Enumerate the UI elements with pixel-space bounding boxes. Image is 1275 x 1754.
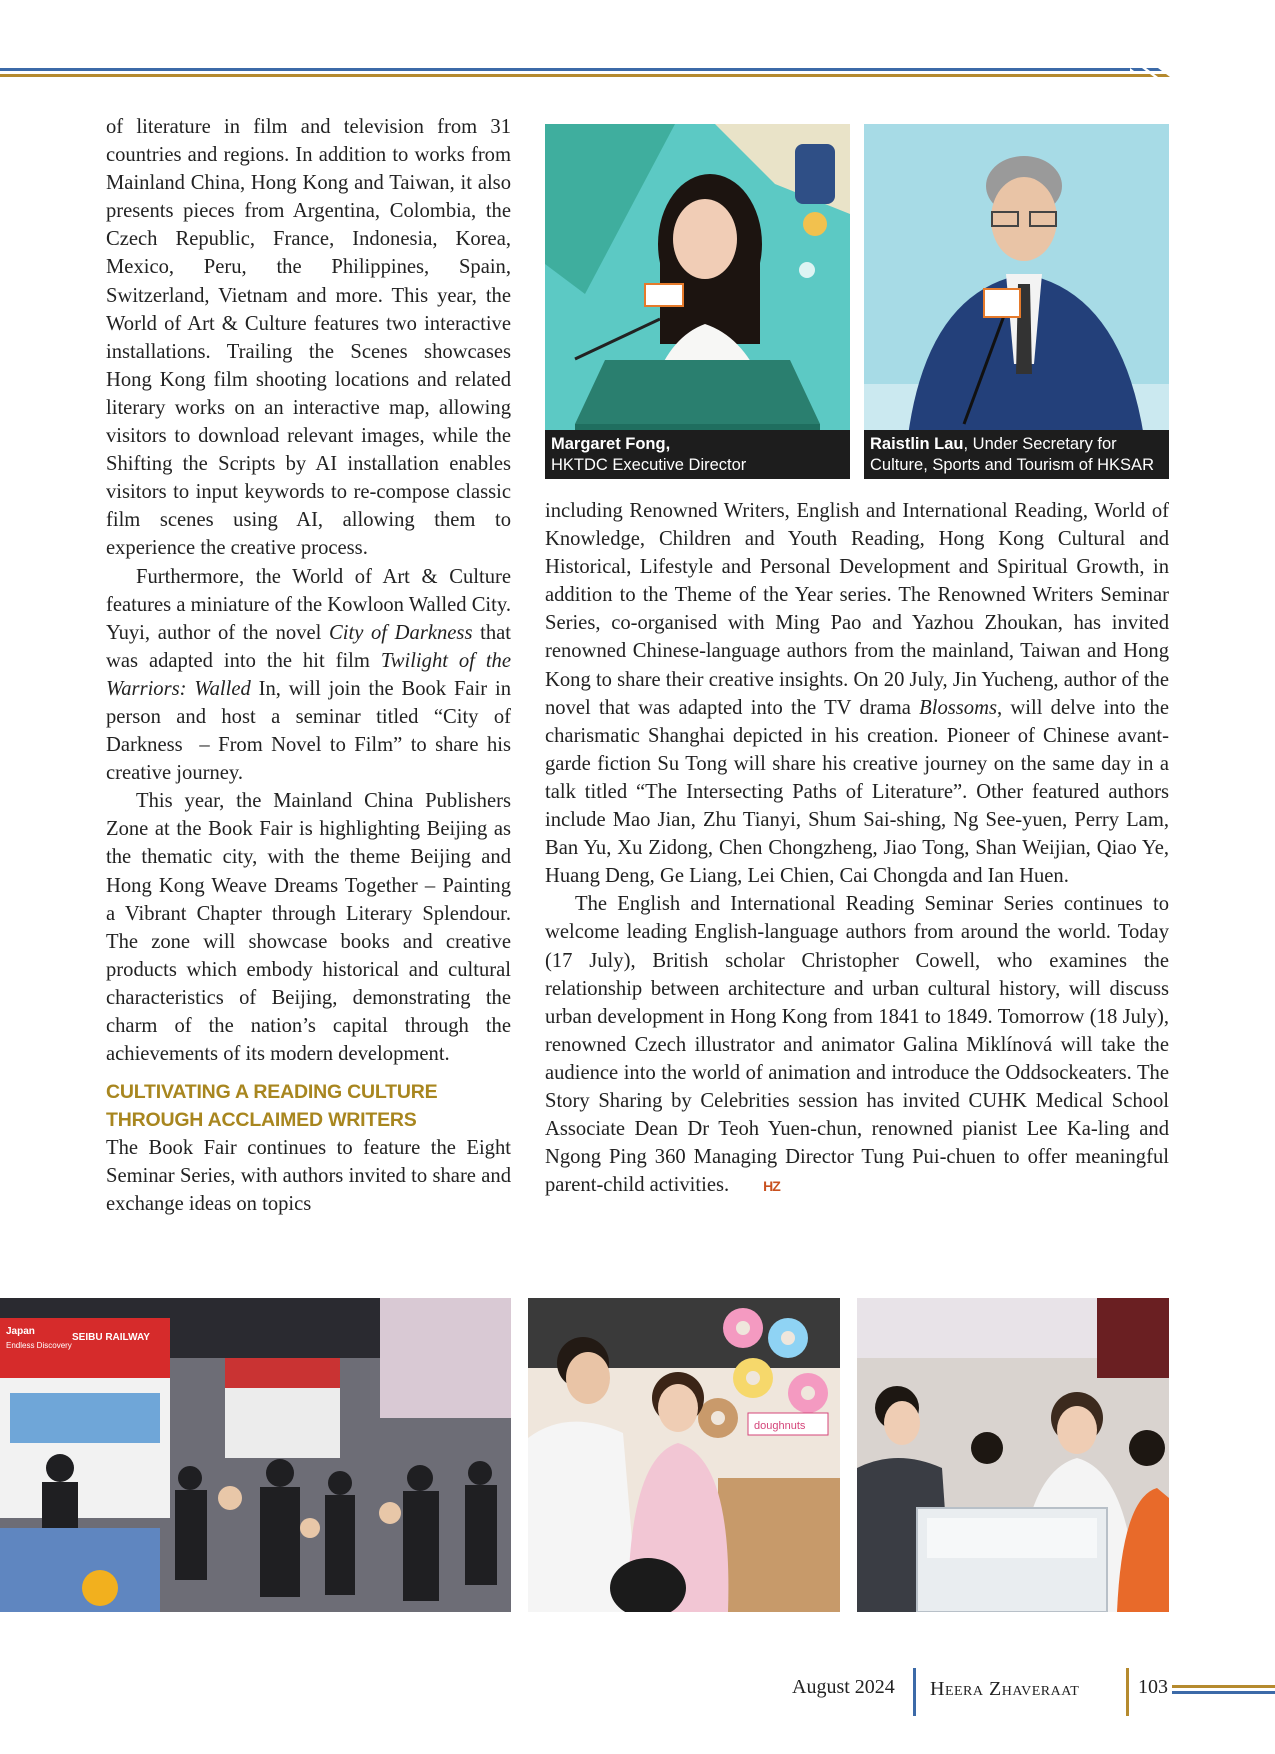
footer-separator-blue [913,1668,916,1716]
footer-magazine-title: Heera Zhaveraat [930,1678,1080,1700]
hall-sign-discovery: Endless Discovery [6,1341,72,1350]
caption-raistlin-lau [864,430,1169,479]
footer-separator-gold [1126,1668,1129,1716]
children-activity-illustration [857,1298,1169,1612]
caption-lau-name: Raistlin Lau [870,435,964,453]
photo-donut-booth [528,1298,840,1612]
footer-page-number: 103 [1138,1676,1168,1698]
section-heading: CULTIVATING A READING CULTURE THROUGH ACCLAIMED WRITERS [106,1081,438,1132]
left-paragraph-2: Furthermore, the World of Art & Culture features a miniature of the Kowloon Walled City. Yuyi, author of the novel City of Darkness that was adapted into the hit film Twilight of the Warriors: Walled In, will join the Book Fair in person and host a seminar titled “City of Darkness – From Novel to Film” to share his creative journey. [106,565,511,785]
footer-rule-blue [1172,1691,1275,1694]
donut-sign: doughnuts [754,1420,806,1432]
raistlin-lau-illustration [864,124,1169,479]
hall-sign-seibu: SEIBU RAILWAY [72,1332,150,1343]
top-rule-blue [0,68,1130,71]
caption-fong-title: HKTDC Executive Director [551,456,747,474]
donut-booth-illustration [528,1298,840,1612]
photo-margaret-fong [545,124,850,479]
left-text-column [106,113,511,1218]
margaret-fong-illustration [545,124,850,479]
top-decorative-rules [0,68,1170,82]
hz-end-mark: HZ [763,1178,780,1195]
book-fair-hall-illustration [0,1298,511,1612]
right-paragraph-2: The English and International Reading Seminar Series continues to welcome leading English-language authors from around the world. Today (17 July), British scholar Christopher Cowell, who examines the relationship between architecture and urban cultural history, will discuss urban development in Hong Kong from 1841 to 1849. Tomorrow (18 July), renowned Czech illustrator and animator Galina Miklínová will take the audience into the world of animation and introduce the Oddsockeaters. The Story Sharing by Celebrities session has invited CUHK Medical School Associate Dean Dr Teoh Yuen-chun, renowned pianist Lee Ka-ling and Ngong Ping 360 Managing Director Tung Pui-chuen to offer meaningful parent-child activities. HZ [545,890,1169,1200]
rule-end-ornament [1130,68,1170,80]
left-paragraph-4: The Book Fair continues to feature the Eight Seminar Series, with authors invited to share and exchange ideas on topics [106,1137,511,1216]
footer-date: August 2024 [792,1676,895,1698]
hall-sign-japan: Japan [6,1326,35,1337]
photo-raistlin-lau [864,124,1169,479]
right-paragraph-1: including Renowned Writers, English and International Reading, World of Knowledge, Children and Youth Reading, Hong Kong Cultural and Historical, Lifestyle and Personal Development and Spiritual Growth, in addition to the Theme of the Year series. The Renowned Writers Seminar Series, co-organised with Ming Pao and Yazhou Zhoukan, has invited renowned Chinese-language authors from the mainland, Taiwan and Hong Kong to share their creative insights. On 20 July, Jin Yucheng, author of the novel that was adapted into the TV drama Blossoms, will delve into the charismatic Shanghai depicted in his creation. Pioneer of Chinese avant-garde fiction Su Tong will share his creative journey on the same day in a talk titled “The Intersecting Paths of Literature”. Other featured authors include Mao Jian, Zhu Tianyi, Shum Sai-shing, Ng See-yuen, Perry Lam, Ban Yu, Xu Zidong, Chen Chongzheng, Jiao Tong, Shan Weijian, Qiao Ye, Huang Deng, Ge Liang, Lei Chien, Cai Chongda and Ian Huen. [545,500,1169,888]
caption-lau-title: , Under Secretary for Culture, Sports and Tourism of HKSAR [870,435,1154,474]
top-rule-gold [0,74,1150,77]
footer-rule-gold [1172,1685,1275,1688]
right-text-column [545,497,1169,1200]
photo-children-activity [857,1298,1169,1612]
caption-margaret-fong: Margaret Fong, HKTDC Executive Director [545,430,850,479]
photo-book-fair-hall [0,1298,511,1612]
left-paragraph-3: This year, the Mainland China Publishers Zone at the Book Fair is highlighting Beijing as the thematic city, with the theme Beijing and Hong Kong Weave Dreams Together – Painting a Vibrant Chapter through Literary Splendour. The zone will showcase books and creative products which embody historical and cultural characteristics of Beijing, demonstrating the charm of the nation’s capital through the achievements of its modern development. [106,790,511,1066]
caption-fong-name: Margaret Fong [551,435,666,453]
left-paragraph-1: of literature in film and television from 31 countries and regions. In addition to works from Mainland China, Hong Kong and Taiwan, it also presents pieces from Argentina, Colombia, the Czech Republic, France, Indonesia, Korea, Mexico, Peru, the Philippines, Spain, Switzerland, Vietnam and more. This year, the World of Art & Culture features two interactive installations. Trailing the Scenes showcases Hong Kong film shooting locations and related literary works on an interactive map, allowing visitors to download relevant images, while the Shifting the Scripts by AI installation enables visitors to input keywords to re-compose classic film scenes using AI, allowing them to experience the creative process. [106,116,511,560]
page-footer [0,1668,1275,1718]
